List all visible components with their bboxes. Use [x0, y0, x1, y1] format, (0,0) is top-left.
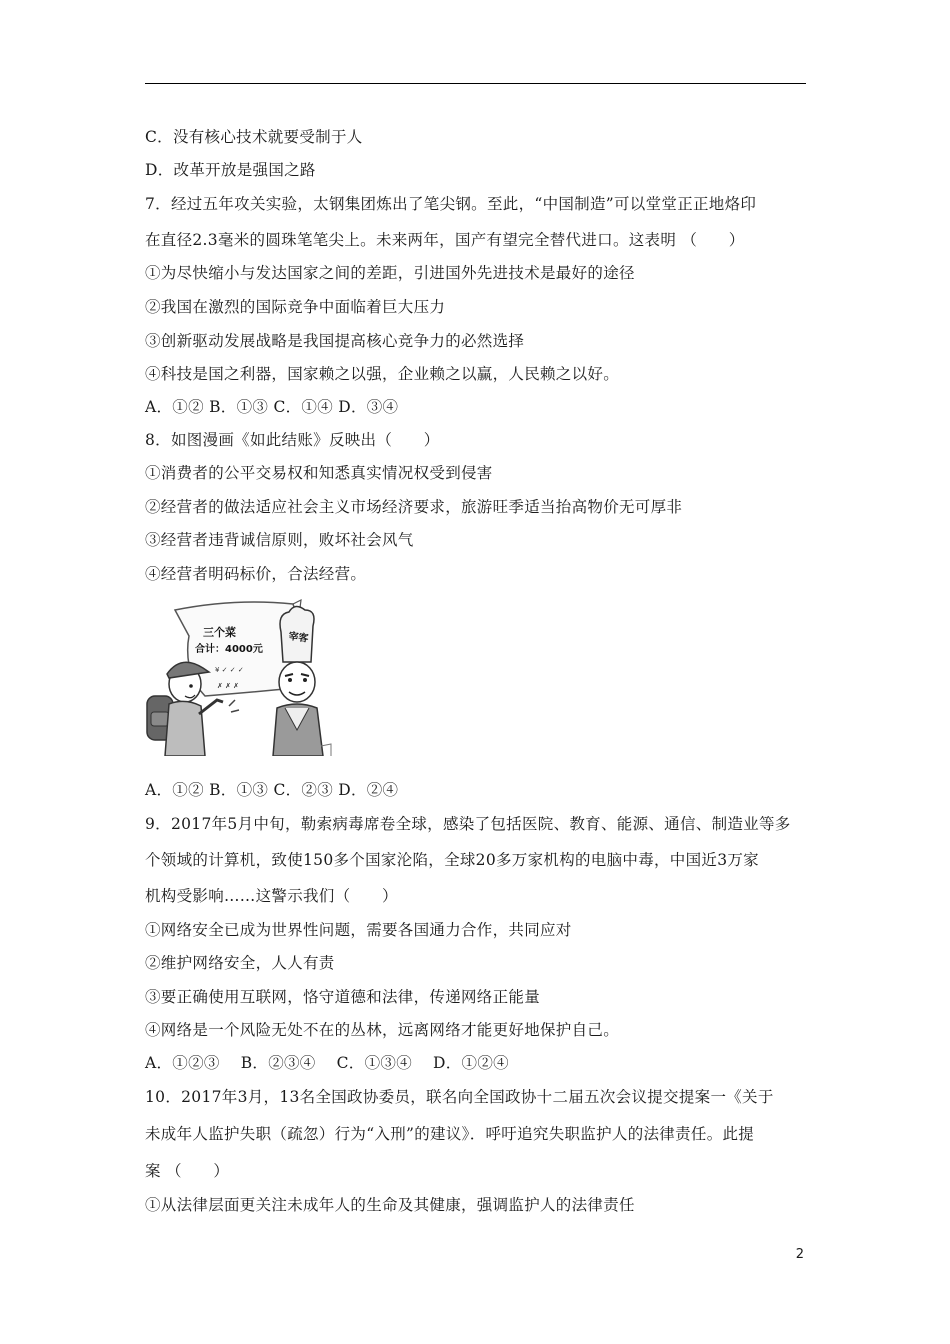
question-8: 8．如图漫画《如此结账》反映出（ ）	[145, 431, 440, 449]
question-10-line-1: 10．2017年3月，13名全国政协委员，联名向全国政协十二届五次会议提交提案一《关于	[145, 1088, 774, 1106]
question-10-line-3: 案 （ ）	[145, 1162, 230, 1180]
option-d-q6: D．改革开放是强国之路	[145, 161, 316, 179]
cartoon-image	[145, 596, 333, 756]
q7-choices: A．①② B．①③ C．①④ D．③④	[145, 398, 399, 416]
q8-statement-3: ③经营者违背诚信原则，败坏社会风气	[145, 531, 414, 549]
question-7-line-2: 在直径2.3毫米的圆珠笔笔尖上。未来两年，国产有望完全替代进口。这表明 （ ）	[145, 231, 745, 249]
q7-statement-1: ①为尽快缩小与发达国家之间的差距，引进国外先进技术是最好的途径	[145, 264, 635, 282]
q7-statement-3: ③创新驱动发展战略是我国提高核心竞争力的必然选择	[145, 332, 525, 350]
header-rule	[145, 83, 806, 84]
q8-statement-2: ②经营者的做法适应社会主义市场经济要求，旅游旺季适当抬高物价无可厚非	[145, 498, 683, 516]
cartoon-hat-text: 宰客	[287, 631, 309, 645]
q9-statement-1: ①网络安全已成为世界性问题，需要各国通力合作，共同应对	[145, 921, 572, 939]
q9-statement-2: ②维护网络安全，人人有责	[145, 954, 335, 972]
svg-text:✗ ✗ ✗: ✗ ✗ ✗	[217, 682, 240, 690]
cartoon-sign-line-1: 三个菜	[203, 626, 236, 639]
cartoon-sign-line-2: 合计：4000元	[195, 644, 263, 655]
q7-statement-2: ②我国在激烈的国际竞争中面临着巨大压力	[145, 298, 446, 316]
q8-choices: A．①② B．①③ C．②③ D．②④	[145, 781, 399, 799]
question-10-line-2: 未成年人监护失职（疏忽）行为“入刑”的建议》．呼吁追究失职监护人的法律责任。此提	[145, 1125, 755, 1143]
question-9-line-3: 机构受影响……这警示我们（ ）	[145, 887, 398, 905]
option-c-q6: C．没有核心技术就要受制于人	[145, 128, 363, 146]
question-9-line-1: 9．2017年5月中旬，勒索病毒席卷全球，感染了包括医院、教育、能源、通信、制造业等多	[145, 815, 791, 833]
q7-statement-4: ④科技是国之利器，国家赖之以强，企业赖之以赢，人民赖之以好。	[145, 365, 620, 383]
q8-statement-1: ①消费者的公平交易权和知悉真实情况权受到侵害	[145, 464, 493, 482]
page-number: 2	[795, 1247, 804, 1262]
question-9-line-2: 个领域的计算机，致使150多个国家沦陷，全球20多万家机构的电脑中毒，中国近3万家	[145, 851, 759, 869]
q8-statement-4: ④经营者明码标价，合法经营。	[145, 565, 367, 583]
q9-statement-3: ③要正确使用互联网，恪守道德和法律，传递网络正能量	[145, 988, 541, 1006]
q10-statement-1: ①从法律层面更关注未成年人的生命及其健康，强调监护人的法律责任	[145, 1196, 635, 1214]
q9-choices: A．①②③ B．②③④ C．①③④ D．①②④	[145, 1054, 509, 1072]
q9-statement-4: ④网络是一个风险无处不在的丛林，远离网络才能更好地保护自己。	[145, 1021, 620, 1039]
question-7-line-1: 7．经过五年攻关实验，太钢集团炼出了笔尖钢。至此，“中国制造”可以堂堂正正地烙印	[145, 195, 757, 213]
svg-text:¥ ✓ ✓ ✓: ¥ ✓ ✓ ✓	[215, 666, 244, 674]
